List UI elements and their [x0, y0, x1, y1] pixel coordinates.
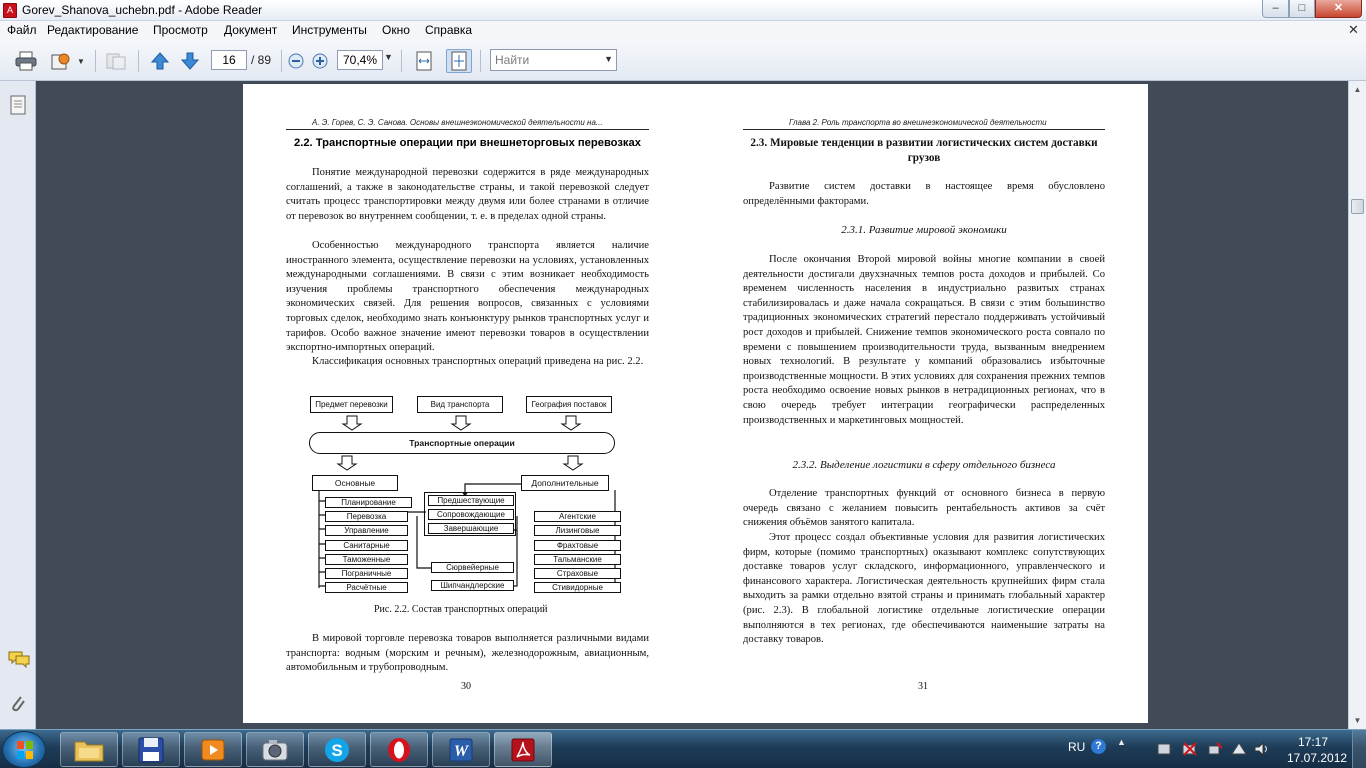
media-player-icon [199, 736, 227, 764]
clock-date[interactable]: 17.07.2012 [1287, 751, 1348, 765]
zoom-dropdown-icon[interactable]: ▼ [384, 52, 393, 62]
menu-bar [0, 21, 1366, 41]
volume-icon[interactable] [1253, 741, 1271, 760]
figure-middle-item: Завершающие [428, 523, 514, 534]
close-document-icon[interactable]: ✕ [1348, 22, 1359, 37]
language-indicator[interactable]: RU [1068, 740, 1086, 754]
figure-transport-operations [305, 392, 630, 598]
taskbar-adobe-reader[interactable] [494, 732, 552, 767]
right-section-title: 2.3. Мировые тенденции в развитии логистических систем доставки грузов [750, 137, 1098, 164]
toolbar-separator [138, 50, 139, 72]
left-paragraph-3: Классификация основных транспортных операций приведена на рис. 2.2. [312, 356, 644, 367]
menu-view[interactable]: Просмотр [153, 23, 208, 37]
right-page-number: 31 [918, 681, 928, 692]
adobe-reader-icon [509, 736, 537, 764]
vertical-scrollbar[interactable] [1348, 81, 1366, 729]
left-page-number: 30 [461, 681, 471, 692]
taskbar-floppy[interactable] [122, 732, 180, 767]
show-hidden-icons-icon[interactable]: ▲ [1117, 737, 1126, 747]
share-dropdown-icon[interactable]: ▼ [77, 57, 85, 66]
figure-main-box-basic: Основные [312, 475, 398, 491]
page-number-input[interactable]: 16 [211, 50, 247, 70]
figure-right-item: Страховые [534, 568, 621, 579]
scroll-thumb[interactable] [1351, 199, 1364, 214]
figure-main-box-additional: Дополнительные [521, 475, 609, 491]
taskbar-camera[interactable] [246, 732, 304, 767]
header-rule [743, 129, 1105, 130]
right-intro-paragraph: Развитие систем доставки в настоящее время обусловлено определёнными факторами. [743, 181, 1105, 207]
find-dropdown-icon[interactable]: ▼ [604, 54, 613, 64]
toolbar-separator [401, 50, 402, 72]
find-input[interactable]: Найти [495, 53, 530, 67]
camera-icon [260, 736, 290, 764]
clock-time[interactable]: 17:17 [1298, 735, 1329, 749]
figure-left-item: Управление [325, 525, 408, 536]
taskbar [0, 729, 1366, 768]
safely-remove-icon[interactable] [1206, 741, 1224, 760]
print-icon[interactable] [13, 49, 39, 73]
figure-right-item: Стивидорные [534, 582, 621, 593]
previous-page-icon[interactable] [147, 49, 173, 73]
svg-text:S: S [331, 740, 343, 760]
taskbar-explorer[interactable] [60, 732, 118, 767]
right-paragraph-1: После окончания Второй мировой войны многие компании в своей деятельности достигали двухзначных темпов роста доходов и прибылей. Со временем численность населения в индустриально развитых странах стабилизировалась и даже начала сокращаться. В связи с этим большинство традиционных экономических стратегий перестало поддерживать устойчивый рост доходов и прибылей. Снижение темпов экономического роста совпало по времени с повышением производительности труда, вызванным внедрением новых технологий. В результате у компаний образовались избыточные производственные мощности. В этих условиях для сохранения прежних темпов роста необходимо освоение новых рынков в нетрадиционных регионах, что в свою очередь требует интеграции географически распределенных производственных и маркетинговых мощностей. [743, 254, 1105, 426]
pdf-page-spread [243, 84, 1148, 723]
zoom-out-icon[interactable] [283, 49, 309, 73]
taskbar-word[interactable] [432, 732, 490, 767]
svg-text:W: W [453, 742, 469, 760]
network-adapter-icon[interactable] [1156, 741, 1174, 760]
figure-right-item: Фрахтовые [534, 540, 621, 551]
taskbar-media-player[interactable] [184, 732, 242, 767]
right-subsection-1: 2.3.1. Развитие мировой экономики [841, 224, 1007, 236]
figure-caption: Рис. 2.2. Состав транспортных операций [374, 604, 548, 615]
figure-right-item: Лизинговые [534, 525, 621, 536]
share-icon[interactable] [48, 49, 74, 73]
maximize-button[interactable]: □ [1289, 0, 1315, 18]
left-running-head: А. Э. Горев, С. Э. Санова. Основы внешнеэкономической деятельности на... [312, 118, 603, 127]
collaborate-icon [103, 49, 129, 73]
page-total-label: / 89 [251, 53, 272, 67]
help-tray-icon[interactable]: ? [1091, 739, 1106, 754]
figure-left-item: Санитарные [325, 540, 408, 551]
zoom-in-icon[interactable] [307, 49, 333, 73]
word-icon [447, 736, 475, 764]
left-paragraph-2: Особенностью международного транспорта является наличие иностранного элемента, осуществление перевозки на условиях, установленных международными соглашениями. В связи с этим возникает необходимость изучения проблемы транспортного обеспечения международных экономических связей. Для решения вопросов, связанных с условиями торговых сделок, необходимо знать конъюнктуру рынков транспортных услуг и тарифов. Особо важное значение имеют перевозки товаров в осуществлении экспортно-импортных операций. [286, 240, 649, 354]
figure-center-box: Транспортные операции [309, 432, 615, 454]
figure-top-box-geography: География поставок [526, 396, 612, 413]
figure-left-item: Планирование [325, 497, 412, 508]
minimize-button[interactable]: – [1262, 0, 1289, 18]
figure-middle-item: Предшествующие [428, 495, 514, 506]
right-subsection-2: 2.3.2. Выделение логистики в сферу отдельного бизнеса [792, 459, 1056, 471]
explorer-icon [73, 736, 105, 764]
right-paragraph-3: Этот процесс создал объективные условия для развития логистических фирм, которые (помимо транспортных) оказывают комплекс сопутствующих доставке товаров услуг складского, информационного, управленческого и финансового характера. Логистическая деятельность крупнейших фирм стала выходить за рамки отдельно взятой страны и принимать глобальный характер (рис. 2.3). В глобальной логистике отдельные логистические операции выполняются в тех регионах, где обеспечиваются наименьшие затраты на доставку товаров. [743, 532, 1105, 646]
skype-icon [323, 736, 351, 764]
fit-page-icon[interactable] [446, 49, 472, 73]
floppy-icon [137, 736, 165, 764]
comments-icon[interactable] [8, 649, 28, 671]
navigation-panel [0, 81, 36, 729]
menu-tools[interactable]: Инструменты [292, 23, 367, 37]
figure-left-item: Таможенные [325, 554, 408, 565]
figure-middle-item: Сопровождающие [428, 509, 514, 520]
menu-window[interactable]: Окно [382, 23, 410, 37]
windows-logo-icon [3, 732, 47, 768]
figure-top-box-subject: Предмет перевозки [310, 396, 393, 413]
toolbar [0, 41, 1366, 81]
menu-help[interactable]: Справка [425, 23, 473, 37]
toolbar-separator [281, 50, 282, 72]
taskbar-skype[interactable] [308, 732, 366, 767]
taskbar-opera[interactable] [370, 732, 428, 767]
action-center-icon[interactable] [1230, 741, 1248, 760]
right-paragraph-2: Отделение транспортных функций от основного бизнеса в первую очередь связано с желанием повысить рентабельность активов за счёт снижения объёмов занятого капитала. [743, 488, 1105, 529]
device-error-icon[interactable] [1181, 741, 1199, 760]
find-field[interactable] [490, 49, 617, 71]
header-rule [286, 129, 649, 130]
left-paragraph-4: В мировой торговле перевозка товаров выполняется различными видами транспорта: водным (морским и речным), железнодорожным, авиационным, автомобильным и трубопроводным. [286, 633, 649, 674]
right-running-head: Глава 2. Роль транспорта во внешнеэкономической деятельности [789, 118, 1047, 127]
figure-middle-bottom-item: Шипчандлерские [431, 580, 514, 591]
scroll-down-icon[interactable]: ▼ [1353, 716, 1362, 725]
figure-right-item: Агентские [534, 511, 621, 522]
start-button[interactable] [2, 731, 46, 768]
figure-right-item: Тальманские [534, 554, 621, 565]
zoom-level-input[interactable]: 70,4% [337, 50, 383, 70]
fit-width-icon[interactable] [411, 49, 437, 73]
figure-left-item: Расчётные [325, 582, 408, 593]
window-title: Gorev_Shanova_uchebn.pdf - Adobe Reader [22, 3, 263, 17]
scroll-up-icon[interactable]: ▲ [1353, 85, 1362, 94]
left-section-title: 2.2. Транспортные операции при внешнеторговых перевозках [294, 137, 641, 149]
toolbar-separator [95, 50, 96, 72]
opera-icon [385, 736, 413, 764]
menu-file[interactable]: Файл [7, 23, 37, 37]
show-desktop-button[interactable] [1352, 730, 1366, 768]
menu-document[interactable]: Документ [224, 23, 278, 37]
attachments-icon[interactable] [8, 693, 28, 715]
figure-left-item: Перевозка [325, 511, 408, 522]
page-thumbnails-icon[interactable] [8, 94, 28, 116]
left-paragraph-1: Понятие международной перевозки содержится в ряде международных соглашений, а также в законодательстве страны, и такой перевозкой следует считать процесс транспортировки между двумя или более странами в отличие от перевозок во внутреннем сообщении, т. е. в пределах одной страны. [286, 167, 649, 222]
figure-left-item: Пограничные [325, 568, 408, 579]
close-button[interactable]: ✕ [1315, 0, 1362, 18]
adobe-reader-icon: A [3, 3, 17, 18]
toolbar-separator [480, 50, 481, 72]
title-bar [0, 0, 1366, 21]
next-page-icon[interactable] [177, 49, 203, 73]
figure-middle-bottom-item: Сюрвейерные [431, 562, 514, 573]
menu-edit[interactable]: Редактирование [47, 23, 139, 37]
figure-top-box-transport-type: Вид транспорта [417, 396, 503, 413]
